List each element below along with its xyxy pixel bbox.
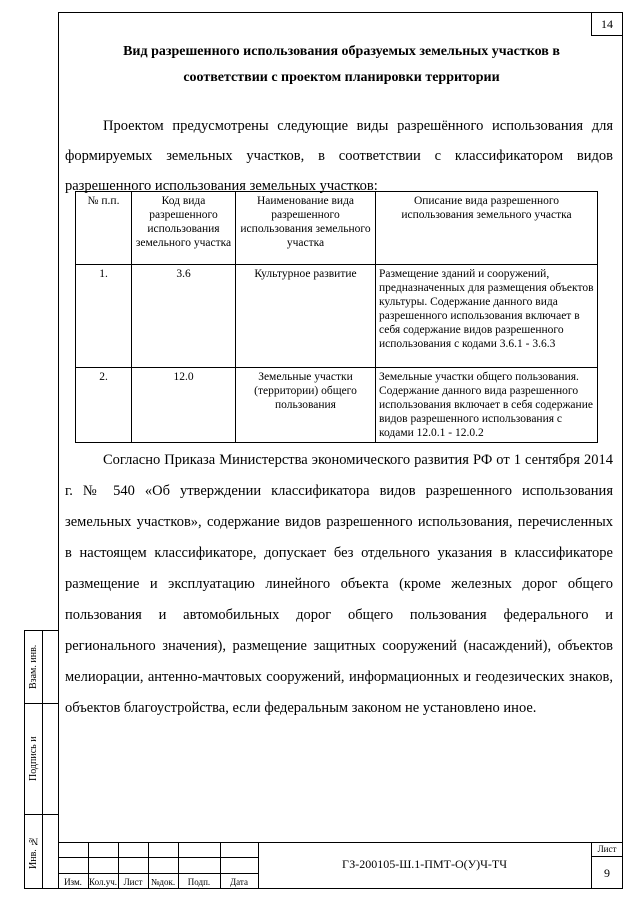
cell-description: Земельные участки общего пользования. Содержание данного вида разрешенного использования включает в себя содержание видов разрешенного использования с кодами 12.0.1 - 12.0.2 [376, 368, 598, 443]
cell-num: 2. [76, 368, 132, 443]
cell-code: 3.6 [132, 265, 236, 368]
table-row [76, 368, 598, 443]
land-use-table [75, 191, 598, 443]
title-block [58, 842, 623, 889]
top-page-number: 14 [591, 13, 622, 36]
stamp-list: Лист [123, 877, 143, 887]
cell-description: Размещение зданий и сооружений, предназначенных для размещения объектов культуры. Содержание данного вида разрешенного использования включает в себя содержание видов разрешенного использования с кодами 3.6.1 - 3.6.3 [376, 265, 598, 368]
stamp-izm: Изм. [64, 877, 82, 887]
stamp-koluch: Кол.уч. [89, 877, 117, 887]
table-header-row [76, 192, 598, 265]
title-line-2: соответствии с проектом планировки территории [183, 70, 500, 85]
side-label-vzam: Взам. инв. [28, 644, 39, 690]
cell-code: 12.0 [132, 368, 236, 443]
cell-name: Земельные участки (территории) общего пользования [236, 368, 376, 443]
side-strip [24, 630, 58, 889]
sheet-number: 9 [604, 866, 610, 880]
header-code: Код вида разрешенного использования земельного участка [132, 192, 236, 265]
stamp-podp: Подп. [187, 877, 211, 887]
section-title [59, 39, 624, 91]
cell-name: Культурное развитие [236, 265, 376, 368]
intro-paragraph: Проектом предусмотрены следующие виды разрешённого использования для формируемых земельных участков, в соответствии с классификатором видов разрешенного использования земельных участков: [65, 118, 613, 194]
header-num: № п.п. [76, 192, 132, 265]
stamp-data: Дата [230, 877, 248, 887]
side-label-inv: Инв. № [28, 835, 39, 869]
side-label-podpis: Подпись и [28, 736, 39, 782]
title-line-1: Вид разрешенного использования образуемых земельных участков в [123, 44, 560, 59]
body-paragraph: Согласно Приказа Министерства экономического развития РФ от 1 сентября 2014 г. № 540 «Об утверждении классификатора видов разрешенного использования земельных участков», содержание видов разрешенного использования, перечисленных в настоящем классификаторе, допускает без отдельного указания в классификаторе размещение и эксплуатацию линейного объекта (кроме железных дорог общего пользования и автомобильных дорог общего пользования федерального и регионального значения), размещение защитных сооружений (насаждений), объектов мелиорации, антенно-мачтовых сооружений, информационных и геодезических знаков, объектов благоустройства, если федеральным законом не установлено иное. [65, 452, 613, 716]
stamp-ndok: №док. [150, 877, 176, 887]
sheet-label: Лист [597, 844, 617, 854]
table-row [76, 265, 598, 368]
cell-num: 1. [76, 265, 132, 368]
document-code: ГЗ-200105-Ш.1-ПМТ-О(У)Ч-ТЧ [341, 857, 508, 871]
header-name: Наименование вида разрешенного использования земельного участка [236, 192, 376, 265]
header-description: Описание вида разрешенного использования земельного участка [376, 192, 598, 265]
page-frame [58, 12, 623, 889]
